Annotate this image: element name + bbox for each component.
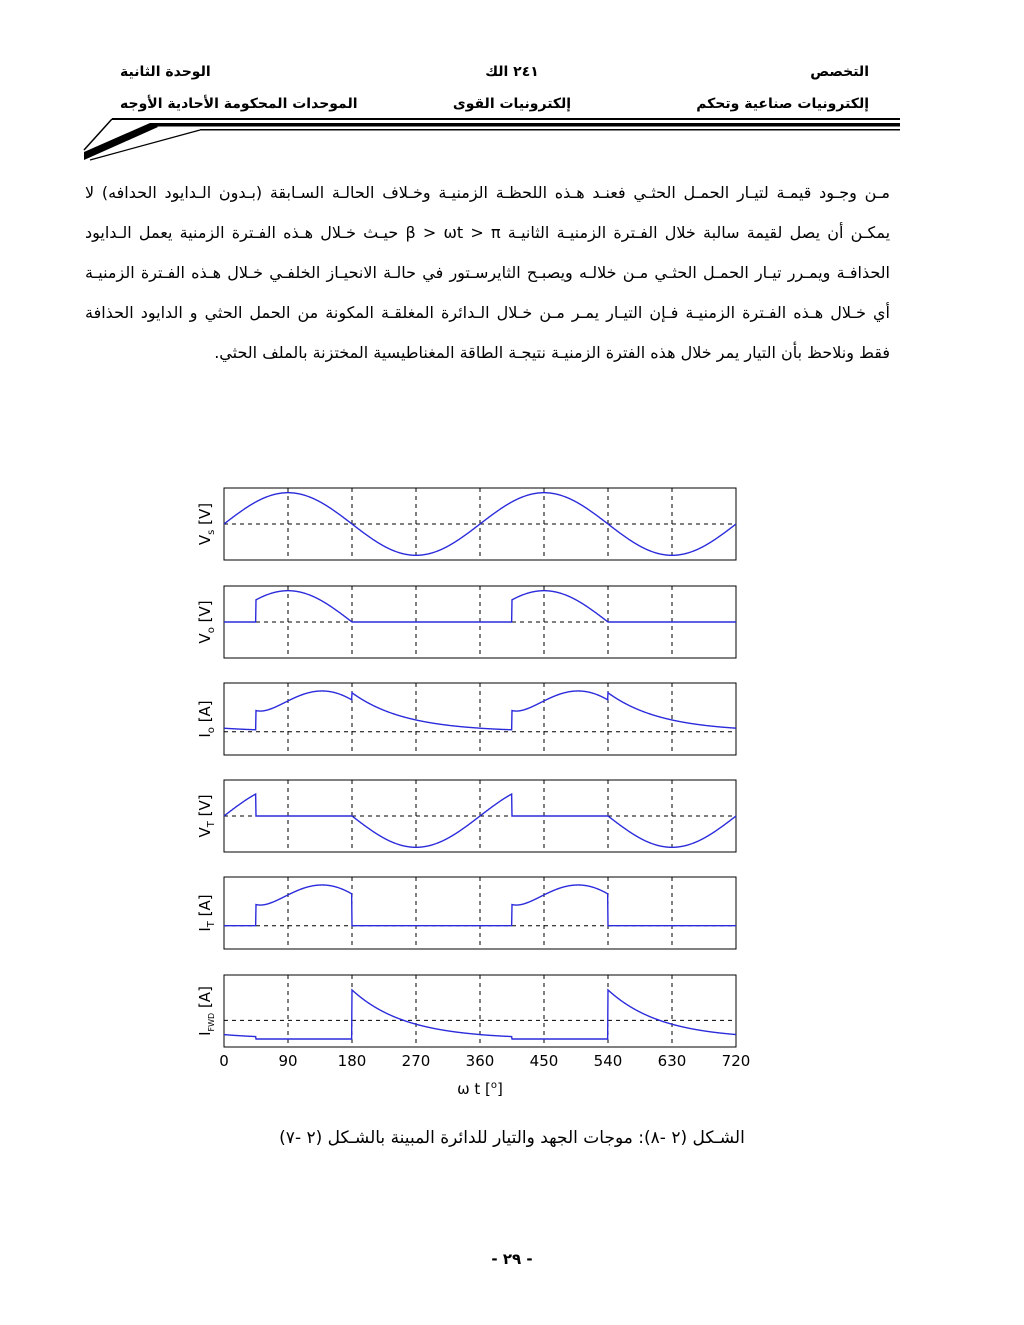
y-axis-label-it: $I_T$ [A] [196,894,217,932]
x-tick-label: 540 [593,1052,623,1070]
header-specialization-value: إلكترونيات صناعية وتحكم [696,96,869,112]
y-axis-label-vt: $V_T$ [V] [196,794,217,838]
page-number: - ٢٩ - [491,1250,533,1268]
header-specialization-label: التخصص [810,64,869,80]
panel-ifwd [196,975,736,1047]
header-course-code: ٢٤١ الك [485,64,539,80]
panel-vt [196,780,736,852]
figure-caption: الشـكل (٢ -٨): موجات الجهد والتيار للدائرة المبينة بالشـكل (٢ -٧) [279,1128,745,1148]
panel-vs [196,488,736,560]
x-axis-label: ω t [$^o$] [457,1080,503,1098]
x-tick-label: 0 [219,1052,229,1070]
y-axis-label-vs: $V_s$ [V] [196,502,217,546]
panel-vo [196,586,736,658]
panel-it [196,877,736,949]
header-unit-label: الوحدة الثانية [120,64,211,80]
x-tick-label: 720 [721,1052,751,1070]
x-tick-label: 180 [337,1052,367,1070]
y-axis-label-io: $I_o$ [A] [196,700,217,738]
x-tick-label: 630 [657,1052,687,1070]
x-tick-label: 450 [529,1052,559,1070]
y-axis-label-vo: $V_o$ [V] [196,600,217,644]
x-tick-label: 360 [465,1052,495,1070]
x-tick-label: 90 [278,1052,298,1070]
x-tick-label: 270 [401,1052,431,1070]
header-unit-title: الموحدات المحكومة الأحادية الأوجه [120,96,358,112]
y-axis-label-ifwd: $I_{FWD}$ [A] [196,986,216,1036]
body-paragraph-text: مـن وجـود قيمـة لتيـار الحمـل الحثـي فعنـد هـذه اللحظـة الزمنيـة وخـلاف الحالـة السـابقة (بـدون الـدايود الحدافه) لا يمكـن أن يصل لقيمة سالبة خلال الفـترة الزمنيـة الثانيـة β > ωt > π حيـث خـلال هـذه الفـترة الزمنية يعمل الـدايود الحذافـة ويمـرر تيـار الحمـل الحثـي مـن خلالـه ويصبـح الثايرسـتور في حالـة الانحيـاز الخلفـي خـلال هـذه الفـترة الزمنيـة أي خـلال هـذه الفـترة الزمنيـة فـإن التيـار يمـر مـن خـلال الـدائرة المغلقـة المكونة من الحمل الحثي و الدايود الحذافة فقط ونلاحظ بأن التيار يمر خلال هذه الفترة الزمنيـة نتيجـة الطاقة المغناطيسية المختزنة بالملف الحثي. [85,183,891,362]
panel-io [196,683,736,755]
header-course-title: إلكترونيات القوى [452,96,572,112]
